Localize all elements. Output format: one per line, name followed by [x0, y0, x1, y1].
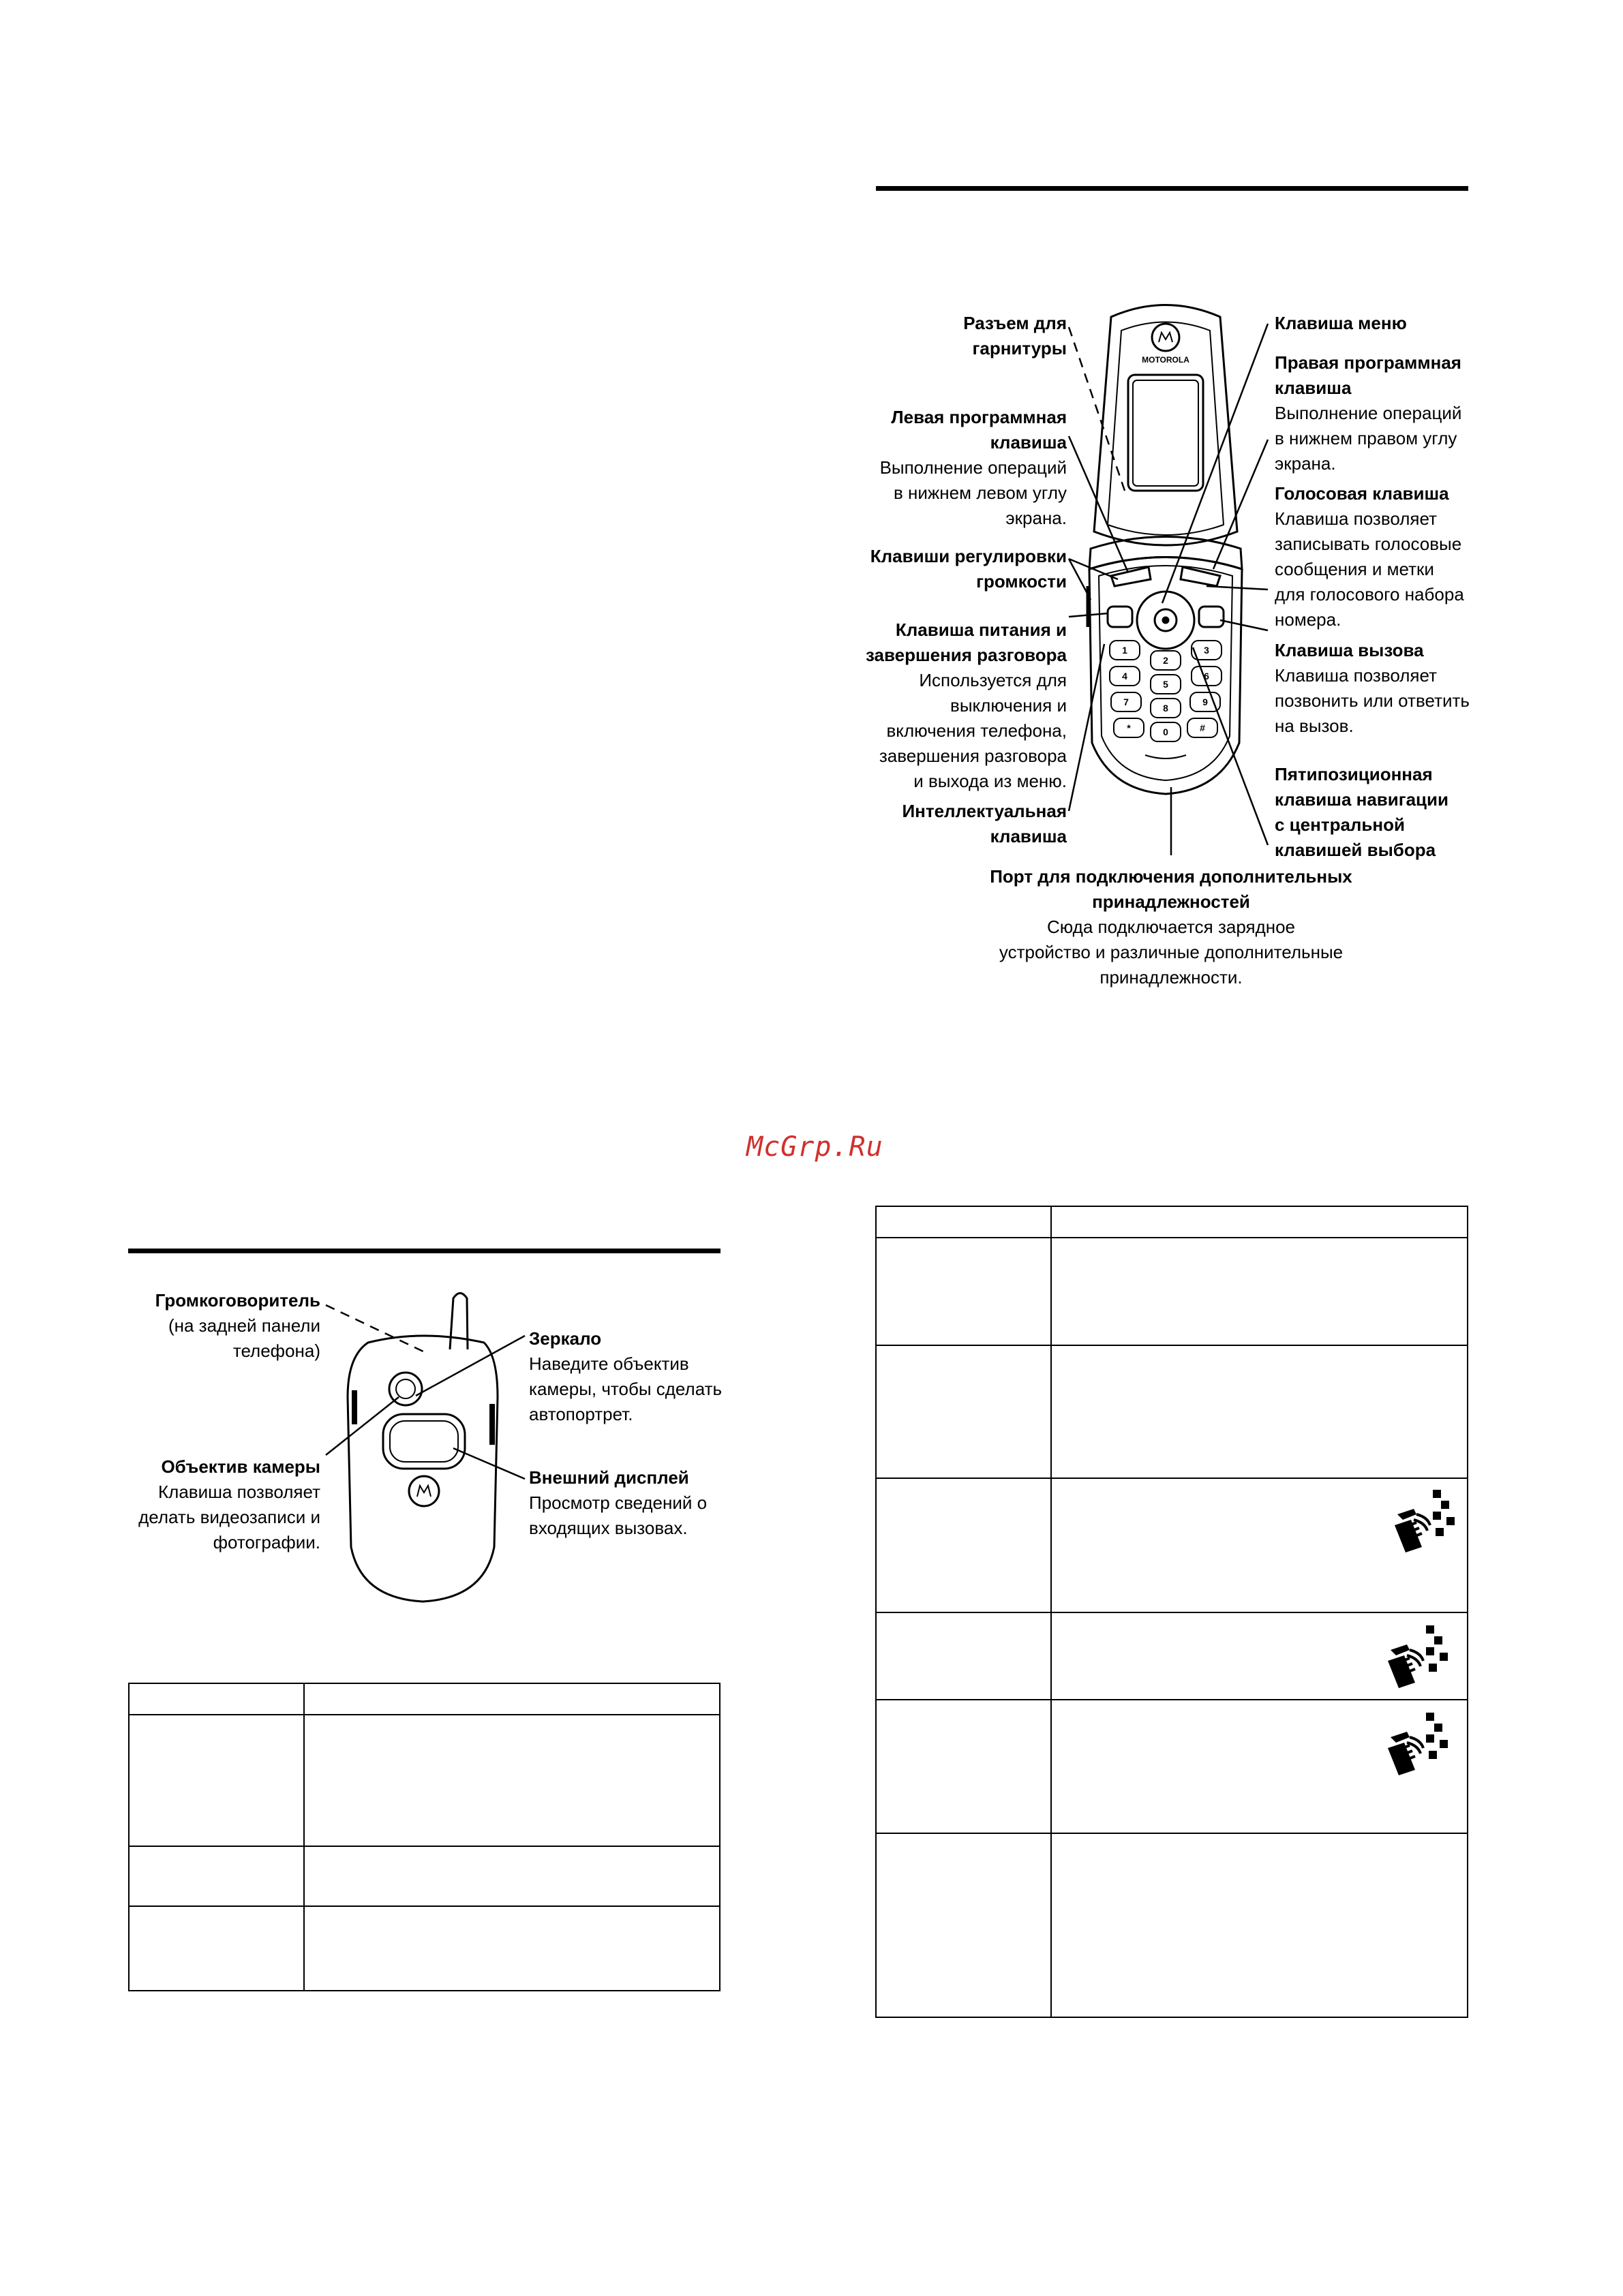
label-send-key — [1275, 638, 1479, 739]
table-cell — [129, 1683, 304, 1715]
label-speaker — [102, 1288, 320, 1364]
table-cell — [1051, 1345, 1468, 1478]
label-voice-key — [1275, 481, 1479, 632]
label-external-display-desc: Просмотр сведений о входящих вызовах. — [529, 1493, 708, 1538]
label-left-soft-key-title: Левая программная клавиша — [891, 407, 1067, 453]
keypad-key: # — [1200, 722, 1205, 733]
label-left-soft-key — [818, 405, 1067, 531]
label-headset-jack — [859, 311, 1067, 361]
keypad-key: 3 — [1204, 645, 1209, 656]
label-menu-key — [1275, 311, 1479, 336]
table-cell — [129, 1846, 304, 1906]
table-cell — [1051, 1700, 1468, 1833]
label-voice-key-title: Голосовая клавиша — [1275, 483, 1449, 504]
label-right-soft-key — [1275, 350, 1479, 476]
watermark: McGrp.Ru — [746, 1131, 883, 1163]
label-menu-key-text: Клавиша меню — [1275, 313, 1407, 333]
table-cell — [876, 1700, 1051, 1833]
label-external-display — [529, 1465, 747, 1541]
label-power-end-title: Клавиша питания и завершения разговора — [865, 619, 1067, 665]
table-cell — [1051, 1612, 1468, 1700]
table-cell — [1051, 1206, 1468, 1238]
table-row — [129, 1906, 720, 1991]
label-external-display-title: Внешний дисплей — [529, 1467, 689, 1488]
label-left-soft-key-desc: Выполнение операций в нижнем левом углу экрана. — [879, 457, 1067, 528]
table-row — [876, 1833, 1468, 2017]
label-send-key-title: Клавиша вызова — [1275, 640, 1424, 660]
keypad-key: 2 — [1163, 655, 1168, 666]
label-volume-keys — [818, 544, 1067, 594]
label-accessory-port — [967, 864, 1376, 990]
table-cell — [876, 1612, 1051, 1700]
table-bottom-right — [875, 1206, 1468, 2018]
table-header-row — [129, 1683, 720, 1715]
keypad-key: 9 — [1202, 697, 1208, 707]
table-cell — [1051, 1478, 1468, 1612]
table-row — [876, 1478, 1468, 1612]
keypad-key: 4 — [1122, 671, 1127, 682]
table-cell — [304, 1715, 720, 1846]
table-row — [876, 1612, 1468, 1700]
table-cell — [876, 1345, 1051, 1478]
label-accessory-port-desc: Сюда подключается зарядное устройство и различные дополнительные принадлежности. — [999, 917, 1344, 988]
table-header-row — [876, 1206, 1468, 1238]
keypad-key: 0 — [1163, 726, 1168, 737]
table-cell — [876, 1238, 1051, 1345]
table-cell — [1051, 1833, 1468, 2017]
label-power-end-key — [818, 617, 1067, 794]
table-bottom-left — [128, 1683, 721, 1991]
label-smart-key — [818, 799, 1067, 849]
label-smart-key-text: Интеллектуальная клавиша — [902, 801, 1067, 846]
table-row — [129, 1715, 720, 1846]
label-mirror — [529, 1326, 747, 1427]
keypad-key: 1 — [1122, 645, 1127, 656]
table-row — [129, 1846, 720, 1906]
keypad-key: 6 — [1204, 671, 1209, 682]
table-cell — [304, 1846, 720, 1906]
label-mirror-desc: Наведите объектив камеры, чтобы сделать автопортрет. — [529, 1353, 723, 1424]
table-cell — [129, 1715, 304, 1846]
label-volume-keys-text: Клавиши регулировки громкости — [870, 546, 1067, 592]
keypad-key: 7 — [1123, 697, 1129, 707]
label-power-end-desc: Используется для выключения и включения телефона, завершения разговора и выхода из меню. — [879, 670, 1067, 791]
label-accessory-port-title: Порт для подключения дополнительных принадлежностей — [990, 866, 1352, 912]
label-voice-key-desc: Клавиша позволяет записывать голосовые сообщения и метки для голосового набора номера. — [1275, 508, 1464, 630]
label-send-key-desc: Клавиша позволяет позвонить или ответить на вызов. — [1275, 665, 1470, 736]
label-nav-key-text: Пятипозиционная клавиша навигации с центральной клавишей выбора — [1275, 764, 1448, 860]
table-row — [876, 1700, 1468, 1833]
label-right-soft-key-title: Правая программная клавиша — [1275, 352, 1461, 398]
label-speaker-title: Громкоговоритель — [155, 1290, 320, 1311]
keypad-key: * — [1127, 722, 1131, 733]
label-nav-key — [1275, 762, 1479, 863]
label-camera-title: Объектив камеры — [161, 1456, 320, 1477]
table-cell — [1051, 1238, 1468, 1345]
table-cell — [876, 1478, 1051, 1612]
phone-network-feature-icon — [1386, 1487, 1457, 1576]
table-row — [876, 1345, 1468, 1478]
table-row — [876, 1238, 1468, 1345]
label-speaker-desc: (на задней панели телефона) — [168, 1315, 320, 1361]
label-camera-desc: Клавиша позволяет делать видеозаписи и фотографии. — [138, 1482, 320, 1552]
table-cell — [304, 1683, 720, 1715]
table-cell — [304, 1906, 720, 1991]
phone-brand-text: MOTOROLA — [1142, 355, 1189, 365]
phone-network-feature-icon — [1380, 1710, 1451, 1798]
table-cell — [876, 1206, 1051, 1238]
label-headset-jack-text: Разъем для гарнитуры — [963, 313, 1067, 358]
table-cell — [876, 1833, 1051, 2017]
label-camera-lens — [102, 1454, 320, 1555]
keypad-key: 5 — [1163, 679, 1168, 690]
phone-network-feature-icon — [1380, 1623, 1451, 1711]
label-mirror-title: Зеркало — [529, 1328, 602, 1349]
table-cell — [129, 1906, 304, 1991]
keypad-key: 8 — [1163, 703, 1168, 714]
label-right-soft-key-desc: Выполнение операций в нижнем правом углу экрана. — [1275, 403, 1462, 474]
